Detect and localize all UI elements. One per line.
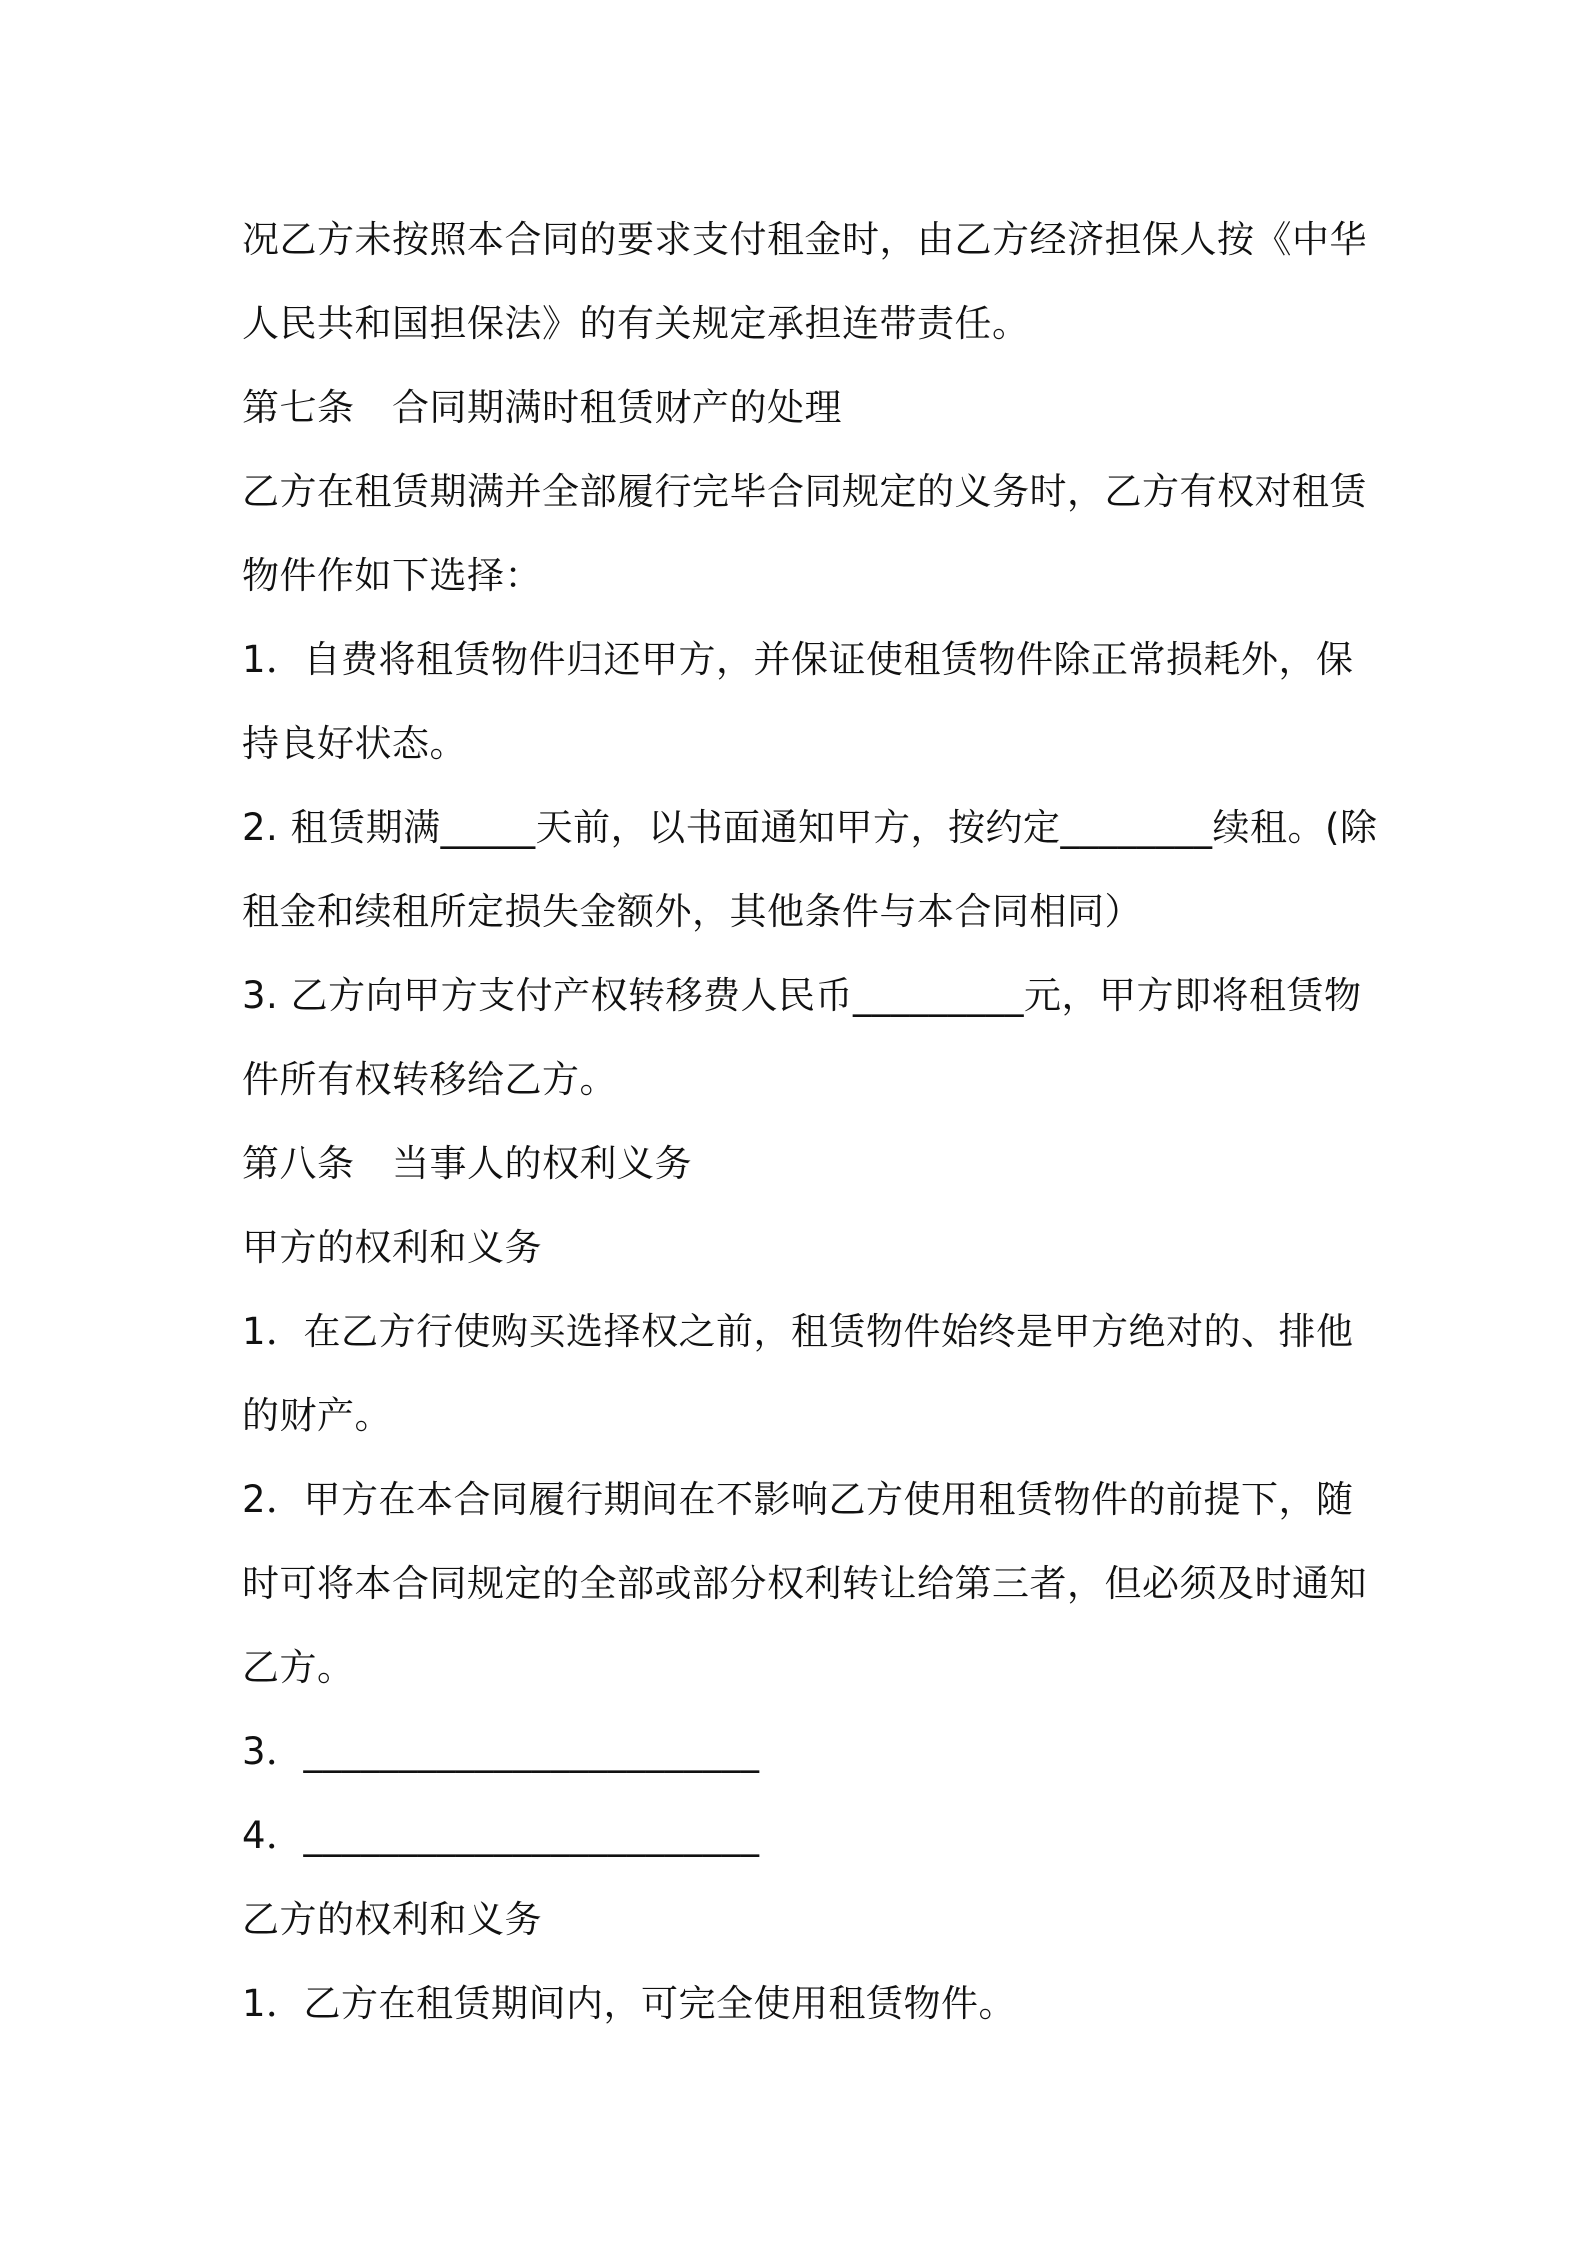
list-item: 2. 租赁期满_____天前，以书面通知甲方，按约定________续租。(除	[242, 806, 1378, 849]
text-line: 况乙方未按照本合同的要求支付租金时，由乙方经济担保人按《中华	[242, 218, 1367, 261]
article-heading: 第七条 合同期满时租赁财产的处理	[242, 386, 842, 429]
text-line: 的财产。	[242, 1394, 392, 1437]
text-line: 时可将本合同规定的全部或部分权利转让给第三者，但必须及时通知	[242, 1562, 1367, 1605]
list-item: 2．甲方在本合同履行期间在不影响乙方使用租赁物件的前提下，随	[242, 1478, 1354, 1521]
section-heading: 甲方的权利和义务	[242, 1226, 542, 1269]
text-line: 物件作如下选择：	[242, 554, 542, 597]
text-line: 乙方在租赁期满并全部履行完毕合同规定的义务时，乙方有权对租赁	[242, 470, 1367, 513]
section-heading: 乙方的权利和义务	[242, 1898, 542, 1941]
list-item: 1．乙方在租赁期间内，可完全使用租赁物件。	[242, 1982, 1017, 2025]
text-line: 乙方。	[242, 1646, 355, 1689]
list-item-blank: 3．________________________	[242, 1730, 760, 1773]
list-item: 1．在乙方行使购买选择权之前，租赁物件始终是甲方绝对的、排他	[242, 1310, 1354, 1353]
document-body	[242, 198, 1378, 2046]
list-item: 3. 乙方向甲方支付产权转移费人民币_________元，甲方即将租赁物	[242, 974, 1362, 1017]
list-item-blank: 4．________________________	[242, 1814, 760, 1857]
text-line: 租金和续租所定损失金额外，其他条件与本合同相同）	[242, 890, 1142, 933]
text-line: 件所有权转移给乙方。	[242, 1058, 617, 1101]
text-line: 人民共和国担保法》的有关规定承担连带责任。	[242, 302, 1030, 345]
list-item: 1．自费将租赁物件归还甲方，并保证使租赁物件除正常损耗外，保	[242, 638, 1354, 681]
text-line: 持良好状态。	[242, 722, 467, 765]
article-heading: 第八条 当事人的权利义务	[242, 1142, 692, 1185]
